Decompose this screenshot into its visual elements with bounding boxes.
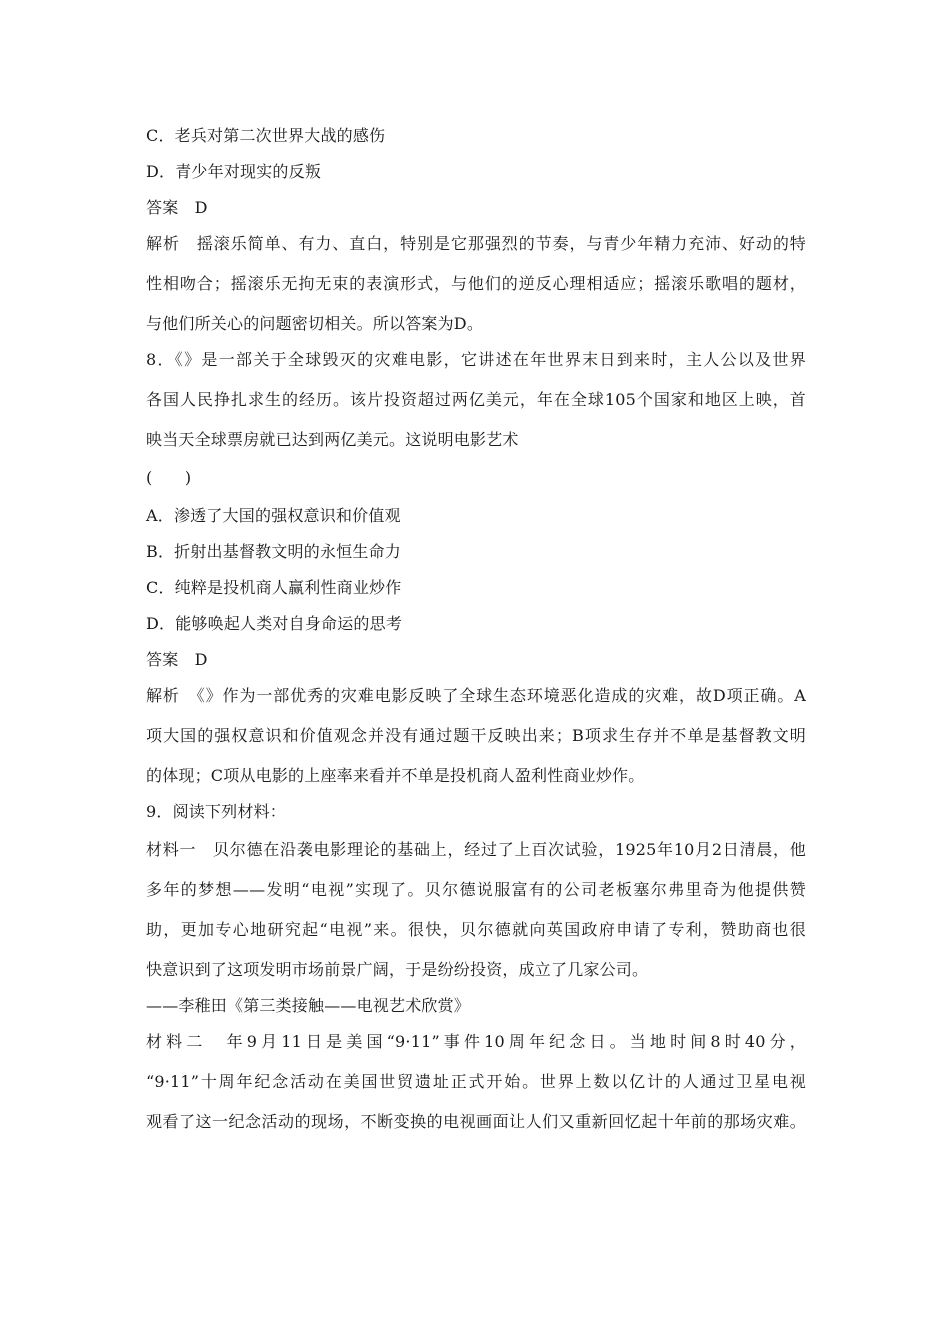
q8-option-d: D．能够唤起人类对自身命运的思考	[146, 614, 403, 633]
q7-option-d: D．青少年对现实的反叛	[146, 162, 322, 181]
q9-material1-line-3: 助，更加专心地研究起“电视”来。很快，贝尔德就向英国政府申请了专利，赞助商也很	[146, 920, 806, 939]
q8-option-a: A．渗透了大国的强权意识和价值观	[146, 506, 401, 525]
q9-material1-source: ——李稚田《第三类接触——电视艺术欣赏》	[146, 996, 471, 1015]
q8-analysis-line-3: 的体现；C项从电影的上座率来看并不单是投机商人盈利性商业炒作。	[146, 766, 645, 785]
q9-material1-line-2: 多年的梦想——发明“电视”实现了。贝尔德说服富有的公司老板塞尔弗里奇为他提供赞	[146, 880, 806, 899]
q7-option-c: C．老兵对第二次世界大战的感伤	[146, 126, 386, 145]
q9-material1-line-4: 快意识到了这项发明市场前景广阔，于是纷纷投资，成立了几家公司。	[146, 960, 649, 979]
q7-analysis-line-1: 解析 摇滚乐简单、有力、直白，特别是它那强烈的节奏，与青少年精力充沛、好动的特	[146, 234, 806, 253]
q7-answer: 答案 D	[146, 198, 208, 217]
q7-analysis-line-2: 性相吻合；摇滚乐无拘无束的表演形式，与他们的逆反心理相适应；摇滚乐歌唱的题材，	[146, 274, 806, 293]
q9-material2-line-1: 材料二 年9月11日是美国“9·11”事件10周年纪念日。当地时间8时40分，	[146, 1032, 806, 1051]
q7-analysis-line-3: 与他们所关心的问题密切相关。所以答案为D。	[146, 314, 484, 333]
q8-analysis-line-2: 项大国的强权意识和价值观念并没有通过题干反映出来；B项求生存并不单是基督教文明	[146, 726, 806, 745]
q9-material1-line-1: 材料一 贝尔德在沿袭电影理论的基础上，经过了上百次试验，1925年10月2日清晨，他	[146, 840, 806, 859]
q9-material2-line-2: “9·11”十周年纪念活动在美国世贸遗址正式开始。世界上数以亿计的人通过卫星电视	[146, 1072, 806, 1091]
q8-answer: 答案 D	[146, 650, 208, 669]
q8-stem-line-1: 8．《》是一部关于全球毁灭的灾难电影，它讲述在年世界末日到来时，主人公以及世界	[146, 350, 806, 369]
q8-answer-bracket: ( )	[146, 468, 192, 487]
q8-option-b: B．折射出基督教文明的永恒生命力	[146, 542, 401, 561]
q8-stem-line-3: 映当天全球票房就已达到两亿美元。这说明电影艺术	[146, 430, 519, 449]
q9-material2-line-3: 观看了这一纪念活动的现场，不断变换的电视画面让人们又重新回忆起十年前的那场灾难。	[146, 1112, 806, 1131]
q9-stem: 9．阅读下列材料：	[146, 802, 286, 821]
q8-option-c: C．纯粹是投机商人赢利性商业炒作	[146, 578, 402, 597]
q8-stem-line-2: 各国人民挣扎求生的经历。该片投资超过两亿美元，年在全球105个国家和地区上映，首	[146, 390, 806, 409]
q8-analysis-line-1: 解析 《》作为一部优秀的灾难电影反映了全球生态环境恶化造成的灾难，故D项正确。A	[146, 686, 806, 705]
